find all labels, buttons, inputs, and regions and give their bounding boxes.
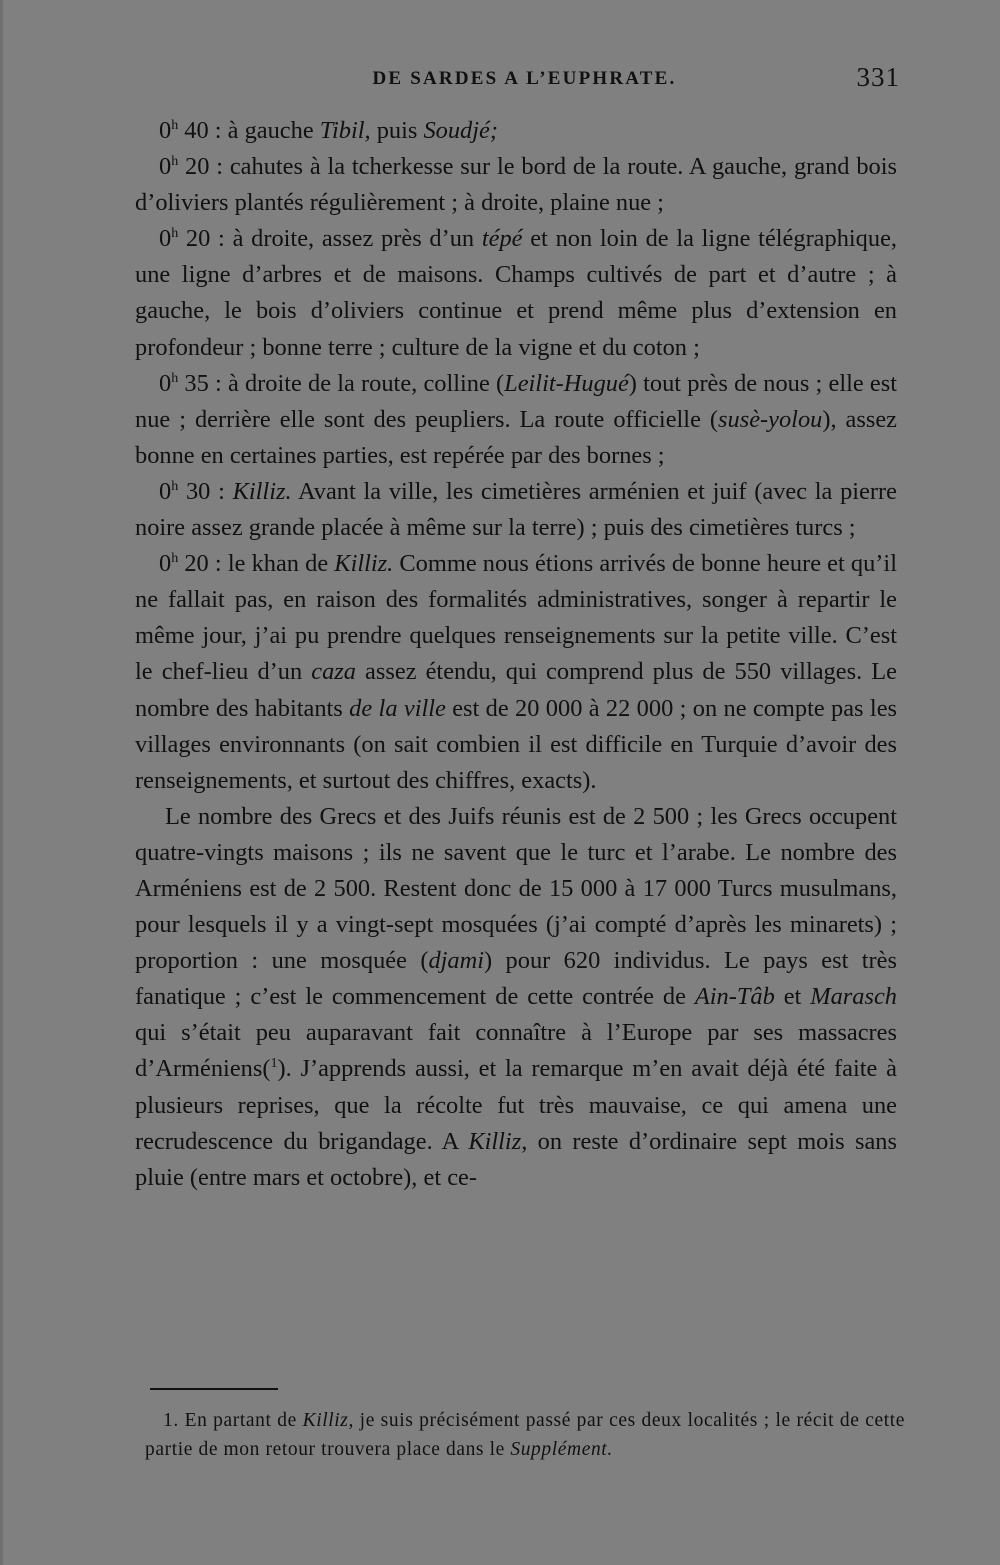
- footnote-divider: [150, 1388, 278, 1390]
- paragraph-text: ). J’apprends aussi, et la remarque m’en avait déjà été faite à plusieurs reprises, que la récolte fut très mauvaise, ce qui amena une recrudescence du brigandage. A: [135, 1055, 897, 1155]
- entry-text: ) tout près de nous ; elle est nue ; derrière elle sont des peupliers. La route officielle (: [135, 369, 898, 433]
- itinerary-entry: [135, 221, 897, 365]
- entry-time: 0: [159, 225, 172, 253]
- italic-term: susè-yolou: [718, 405, 823, 433]
- entry-text: puis: [370, 117, 424, 144]
- entry-text: 40 : à gauche: [178, 117, 320, 144]
- entry-text: et non loin de la ligne télégraphique, une ligne d’arbres et de maisons. Champs cultivés de part et d’autre ; à gauche, le bois d’oliviers continue et prend même plus d’extension en profondeur ; bonne terre ; culture de la vigne et du coton ;: [135, 225, 897, 361]
- place-name: Ain-Tâb: [694, 983, 775, 1011]
- place-name: Marasch: [810, 983, 897, 1011]
- page-number: 331: [856, 62, 900, 92]
- itinerary-entry: [135, 149, 897, 221]
- place-name: Killiz,: [468, 1127, 528, 1155]
- entry-text: assez étendu, qui comprend plus de 550 villages. Le nombre des habitants: [135, 658, 897, 722]
- entry-text: Avant la ville, les cimetières arménien et juif (avec la pierre noire assez grande placée à même sur la terre) ; puis des cimetières turcs ;: [135, 477, 897, 542]
- hour-mark: h: [171, 154, 179, 170]
- place-name: Killiz.: [334, 550, 394, 578]
- footnote-number: 1.: [163, 1410, 179, 1431]
- footnote-text: En partant de: [178, 1410, 303, 1431]
- paragraph-text: Le nombre des Grecs et des Juifs réunis est de 2 500 ; les Grecs occupent quatre-vingts maisons ; ils ne savent que le turc et l’arabe. Le nombre des Arméniens est de 2 500. Restent donc de 15 000 à 17 000 Turcs musulmans, pour lesquels il y a vingt-sept mosquées (j’ai compté d’après les minarets) ; proportion : une mosquée (: [135, 802, 897, 975]
- paragraph-text: qui s’était peu auparavant fait connaître à l’Europe par ses massacres d’Arméniens(: [135, 1019, 897, 1083]
- entry-text: Comme nous étions arrivés de bonne heure et qu’il ne fallait pas, en raison des formalités administratives, songer à repartir le même jour, j’ai pu prendre quelques renseignements sur la petite ville. C’est le chef-lieu d’un: [135, 550, 897, 686]
- hour-mark: h: [171, 478, 179, 494]
- italic-term: caza: [311, 658, 356, 686]
- running-title: DE SARDES A L’EUPHRATE.: [372, 68, 677, 89]
- footnote-reference[interactable]: 1: [270, 1056, 278, 1072]
- itinerary-entry: [135, 546, 897, 799]
- itinerary-entry: [135, 366, 897, 474]
- hour-mark: h: [171, 551, 179, 567]
- paragraph-text: ) pour 620 individus. Le pays est très fanatique ; c’est le commencement de cette contrée de: [135, 947, 897, 1011]
- hour-mark: h: [171, 370, 179, 386]
- place-name: Tibil,: [319, 117, 371, 144]
- hour-mark: h: [171, 118, 179, 133]
- itinerary-entry: [135, 474, 897, 546]
- footnote: [145, 1406, 905, 1464]
- place-name: Soudjé;: [423, 117, 498, 144]
- entry-time: 0: [159, 369, 172, 397]
- italic-term: de la ville: [349, 694, 446, 722]
- entry-text: 20 : cahutes à la tcherkesse sur le bord de la route. A gauche, grand bois d’oliviers plantés régulièrement ; à droite, plaine nue ;: [135, 153, 897, 217]
- entry-text: 20 : le khan de: [178, 550, 335, 578]
- paragraph-text: on reste d’ordinaire sept mois sans pluie (entre mars et octobre), et ce-: [135, 1127, 897, 1191]
- entry-text: ), assez bonne en certaines parties, est repérée par des bornes ;: [135, 405, 898, 469]
- paragraph-text: et: [774, 983, 811, 1011]
- hour-mark: h: [171, 226, 179, 242]
- body-paragraph: [135, 799, 897, 1196]
- entry-text: 35 : à droite de la route, colline (: [178, 369, 505, 397]
- italic-term: djami: [428, 947, 485, 975]
- place-name: Killiz.: [232, 477, 292, 505]
- entry-time: 0: [159, 153, 172, 181]
- entry-time: 0: [159, 550, 172, 578]
- place-name: Killiz,: [302, 1410, 354, 1431]
- italic-term: Supplément.: [510, 1439, 613, 1460]
- entry-text: 20 : à droite, assez près d’un: [178, 225, 482, 253]
- itinerary-entry: [135, 113, 897, 149]
- page-header: [135, 62, 900, 102]
- entry-time: 0: [159, 477, 172, 505]
- italic-term: tépé: [481, 225, 523, 253]
- body-text: [135, 113, 897, 1196]
- page-edge: [0, 0, 3, 1565]
- entry-text: est de 20 000 à 22 000 ; on ne compte pas les villages environnants (on sait combien il est difficile en Turquie d’avoir des renseignements, et surtout des chiffres, exacts).: [135, 694, 898, 794]
- entry-text: 30 :: [178, 477, 233, 505]
- entry-time: 0: [159, 117, 172, 144]
- footnote-text: je suis précisément passé par ces deux localités ; le récit de cette partie de mon retour trouvera place dans le: [145, 1410, 905, 1460]
- place-name: Leilit-Hugué: [504, 369, 629, 397]
